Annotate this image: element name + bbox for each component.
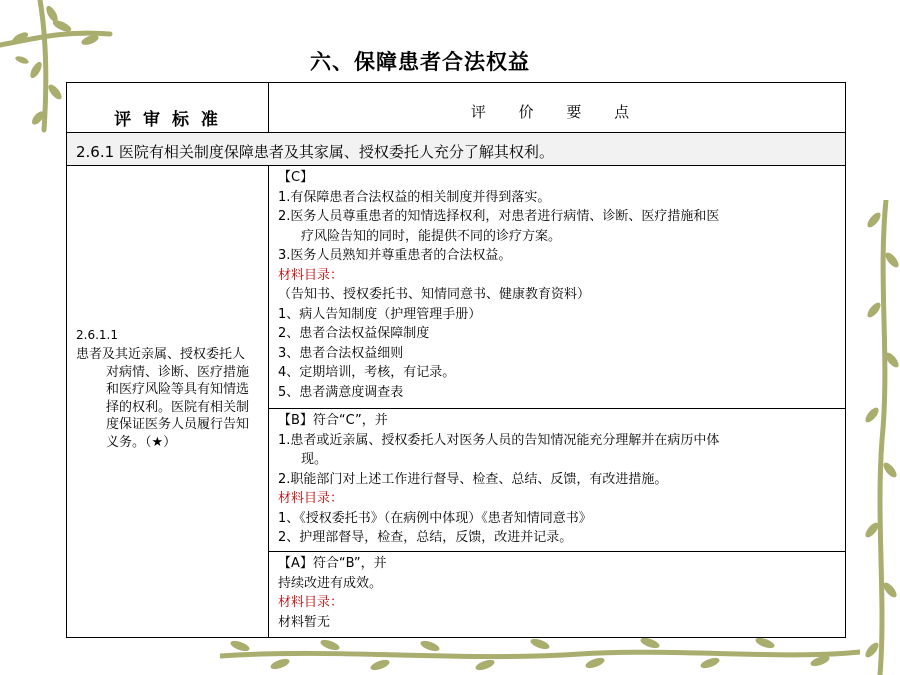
level-c-materials-label: 材料目录： — [278, 267, 344, 283]
vine-decoration-bottom — [220, 636, 860, 675]
level-c-material: 5、患者满意度调查表 — [278, 384, 404, 400]
standard-row: 2.6.1 医院有相关制度保障患者及其家属、授权委托人充分了解其权利。 — [67, 133, 845, 166]
level-b-item: 2.职能部门对上述工作进行督导、检查、总结、反馈，有改进措施。 — [278, 471, 668, 487]
level-a-material: 材料暂无 — [278, 614, 331, 630]
level-a-materials-label: 材料目录： — [278, 595, 344, 610]
header-points-cell — [269, 83, 845, 133]
level-b-item: 现。 — [301, 452, 328, 467]
level-a-heading: 【A】符合“B”，并 — [278, 556, 387, 571]
level-c-item: 1.有保障患者合法权益的相关制度并得到落实。 — [278, 189, 551, 205]
header-criteria-cell — [67, 83, 269, 133]
criteria-code: 2.6.1.1 — [76, 328, 118, 342]
level-c-material: 4、定期培训，考核，有记录。 — [278, 365, 456, 380]
level-b-heading: 【B】符合“C”，并 — [278, 413, 388, 428]
page-title: 六、保障患者合法权益 — [310, 50, 530, 74]
level-b-materials-label: 材料目录： — [278, 491, 344, 506]
level-c-item: 3.医务人员熟知并尊重患者的合法权益。 — [278, 248, 512, 263]
vine-decoration-right — [856, 200, 900, 675]
criteria-description: 患者及其近亲属、授权委托人对病情、诊断、医疗措施和医疗风险等具有知情选择的权利。医院有相关制度保证医务人员履行告知义务。（★） — [76, 347, 250, 450]
level-c-material: 1、病人告知制度（护理管理手册） — [278, 306, 482, 322]
level-c-heading: 【C】 — [278, 170, 314, 185]
level-c-item: 2.医务人员尊重患者的知情选择权利，对患者进行病情、诊断、医疗措施和医 — [278, 209, 720, 224]
header-criteria-label: 评 审 标 准 — [114, 110, 221, 130]
level-c-material: 2、患者合法权益保障制度 — [278, 326, 430, 341]
level-a-cell — [269, 552, 845, 637]
level-c-material: 3、患者合法权益细则 — [278, 345, 404, 361]
level-b-item: 1.患者或近亲属、授权委托人对医务人员的告知情况能充分理解并在病历中体 — [278, 432, 720, 448]
level-c-cell — [269, 166, 845, 409]
level-c-material: （告知书、授权委托书、知情同意书、健康教育资料） — [278, 287, 591, 302]
criteria-cell — [67, 166, 269, 637]
level-b-material: 1、《授权委托书》（在病例中体现）《患者知情同意书》 — [278, 510, 592, 526]
level-b-cell — [269, 409, 845, 552]
level-a-item: 持续改进有成效。 — [278, 575, 383, 591]
level-c-item: 疗风险告知的同时，能提供不同的诊疗方案。 — [301, 228, 562, 244]
level-b-material: 2、护理部督导，检查，总结，反馈，改进并记录。 — [278, 530, 573, 545]
header-points-label: 评 价 要 点 — [470, 103, 644, 121]
standards-table — [66, 82, 846, 638]
